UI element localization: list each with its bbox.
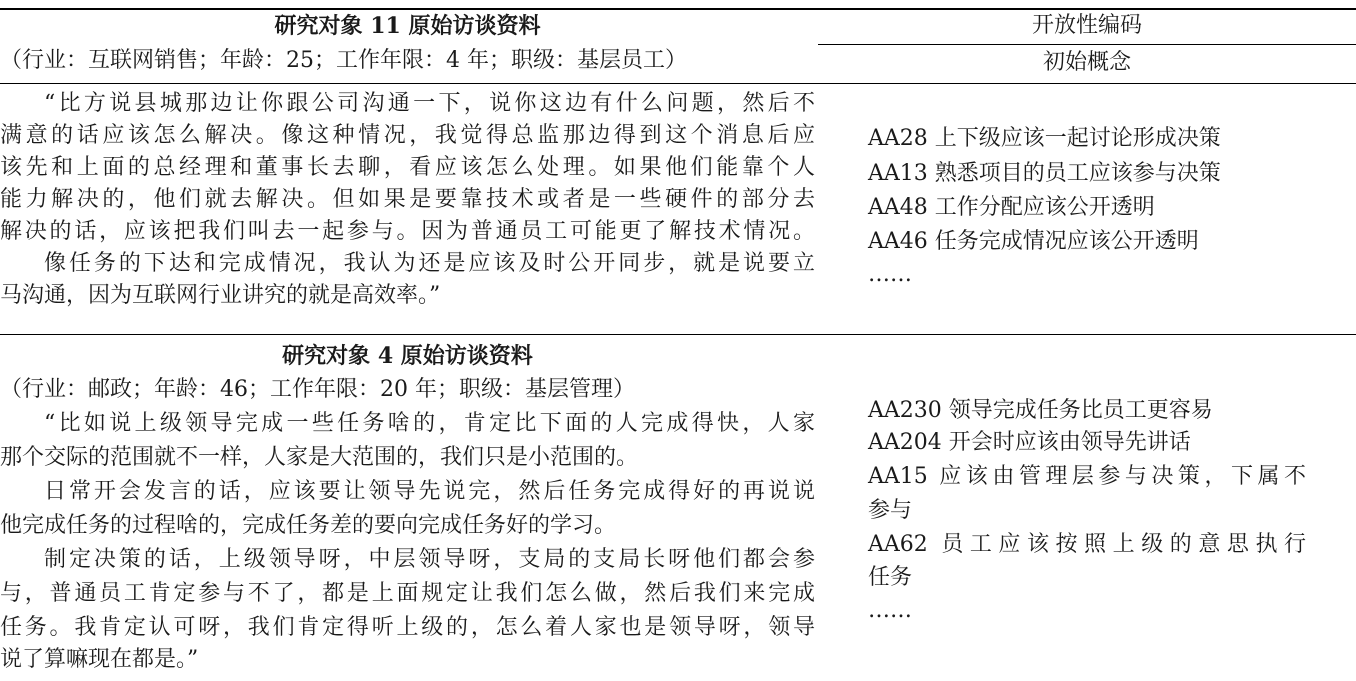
row1-text-line: 解决的话，应该把我们叫去一起参与。因为普通员工可能更了解技术情况。 <box>0 219 815 244</box>
row2-text-line: “比如说上级领导完成一些任务啥的，肯定比下面的人完成得快，人家 <box>44 411 815 436</box>
row1-code: AA13 熟悉项目的员工应该参与决策 <box>868 161 1221 186</box>
row1-text-line: 像任务的下达和完成情况，我认为还是应该及时公开同步，就是说要立 <box>44 251 815 276</box>
row1-title: 研究对象 11 原始访谈资料 <box>274 13 541 39</box>
row2-code: AA15 应该由管理层参与决策，下属不 <box>868 464 1306 489</box>
row1-text-line: “比方说县城那边让你跟公司沟通一下，说你这边有什么问题，然后不 <box>44 91 815 116</box>
row2-text-line: 任务。我肯定认可呀，我们肯定得听上级的，怎么着人家也是领导呀，领导 <box>0 615 815 640</box>
header-open-coding: 开放性编码 <box>1031 13 1142 38</box>
header-bottom-rule <box>0 83 1356 84</box>
row1-code: …… <box>868 262 912 287</box>
row2-code: AA230 领导完成任务比员工更容易 <box>868 398 1213 423</box>
row2-code: …… <box>868 598 912 623</box>
row1-code: AA48 工作分配应该公开透明 <box>868 195 1155 220</box>
header-initial-concepts: 初始概念 <box>1042 50 1131 75</box>
row2-code: 参与 <box>868 498 913 523</box>
row2-text-line: 制定决策的话，上级领导呀，中层领导呀，支局的支局长呀他们都会参 <box>44 547 815 572</box>
row1-meta: （行业：互联网销售；年龄：25；工作年限：4 年；职级：基层员工） <box>0 48 687 73</box>
row2-title: 研究对象 4 原始访谈资料 <box>282 343 533 369</box>
row1-code: AA46 任务完成情况应该公开透明 <box>868 229 1199 254</box>
row1-text-line: 能力解决的，他们就去解决。但如果是要靠技术或者是一些硬件的部分去 <box>0 187 815 212</box>
row2-text-line: 他完成任务的过程啥的，完成任务差的要向完成任务好的学习。 <box>0 513 617 538</box>
row2-text-line: 日常开会发言的话，应该要让领导先说完，然后任务完成得好的再说说 <box>44 479 815 504</box>
row1-text-line: 满意的话应该怎么解决。像这种情况，我觉得总监那边得到这个消息后应 <box>0 123 815 148</box>
row2-code: 任务 <box>868 565 913 590</box>
header-sub-rule <box>818 44 1356 45</box>
row1-code: AA28 上下级应该一起讨论形成决策 <box>868 126 1221 151</box>
top-rule <box>0 8 1356 10</box>
row2-text-line: 与，普通员工肯定参与不了，都是上面规定让我们怎么做，然后我们来完成 <box>0 581 815 606</box>
row2-meta: （行业：邮政；年龄：46；工作年限：20 年；职级：基层管理） <box>0 377 635 402</box>
row1-text-line: 马沟通，因为互联网行业讲究的就是高效率。” <box>0 283 441 308</box>
row1-text-line: 该先和上面的总经理和董事长去聊，看应该怎么处理。如果他们能靠个人 <box>0 155 815 180</box>
row-divider-rule <box>0 334 1356 335</box>
row2-text-line: 说了算嘛现在都是。” <box>0 647 199 672</box>
row2-text-line: 那个交际的范围就不一样，人家是大范围的，我们只是小范围的。 <box>0 445 639 470</box>
row2-code: AA204 开会时应该由领导先讲话 <box>868 430 1191 455</box>
row2-code: AA62 员工应该按照上级的意思执行 <box>868 532 1306 557</box>
